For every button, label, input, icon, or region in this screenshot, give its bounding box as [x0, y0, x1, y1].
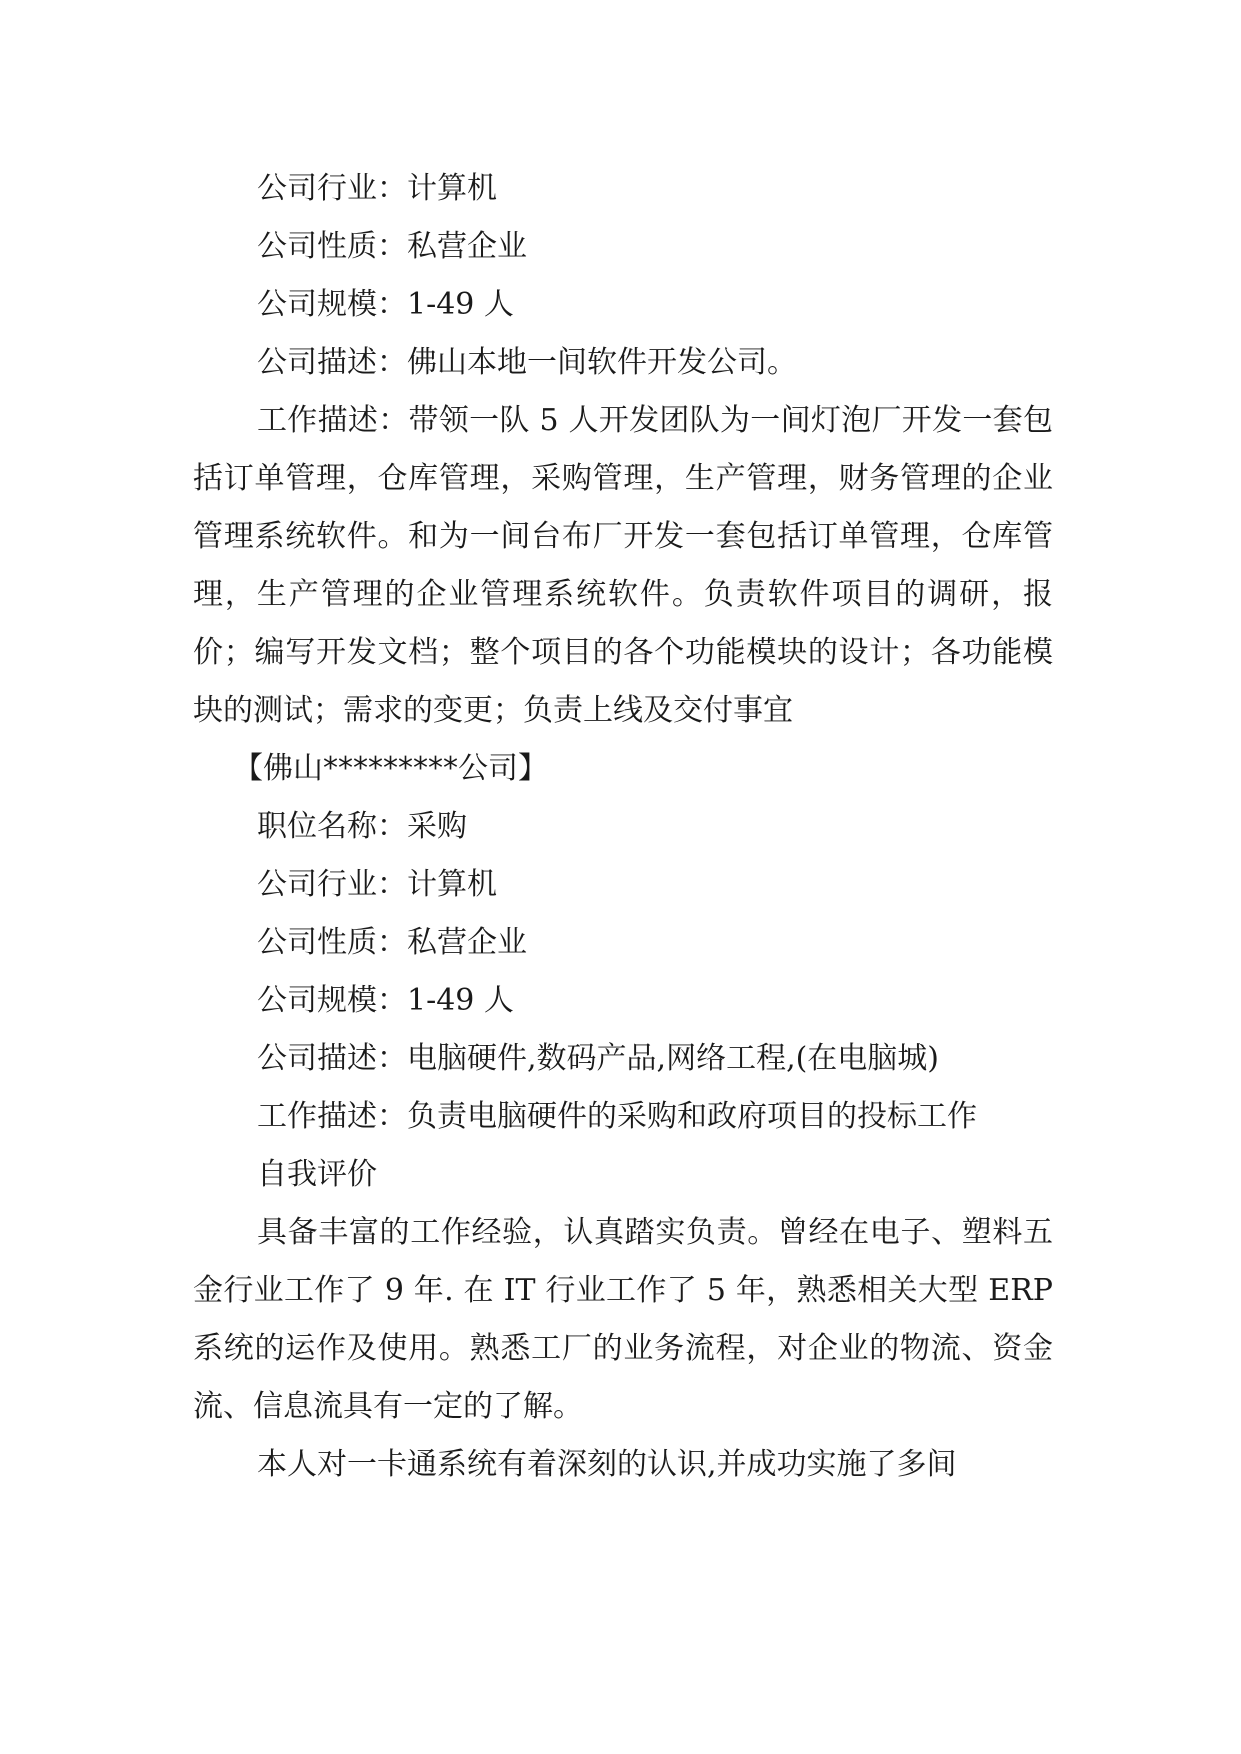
job1-nature: 公司性质：私营企业 [257, 229, 527, 264]
job2-company-description: 公司描述：电脑硬件,数码产品,网络工程,(在电脑城) [257, 1041, 940, 1076]
job1-company-description: 公司描述：佛山本地一间软件开发公司。 [257, 345, 797, 380]
document-body [193, 160, 1053, 1494]
job2-position: 职位名称：采购 [257, 809, 467, 844]
self-evaluation-paragraph-2: 本人对一卡通系统有着深刻的认识,并成功实施了多间 [257, 1447, 957, 1482]
job1-work-description: 工作描述：带领一队 5 人开发团队为一间灯泡厂开发一套包括订单管理，仓库管理，采购管理，生产管理，财务管理的企业管理系统软件。和为一间台布厂开发一套包括订单管理，仓库管理，生产管理的企业管理系统软件。负责软件项目的调研，报价；编写开发文档；整个项目的各个功能模块的设计；各功能模块的测试；需求的变更；负责上线及交付事宜 [193, 403, 1053, 728]
self-evaluation-paragraph-1: 具备丰富的工作经验，认真踏实负责。曾经在电子、塑料五金行业工作了 9 年. 在 IT 行业工作了 5 年，熟悉相关大型 ERP 系统的运作及使用。熟悉工厂的业务流程，对企业的物流、资金流、信息流具有一定的了解。 [193, 1215, 1053, 1424]
job2-nature: 公司性质：私营企业 [257, 925, 527, 960]
self-evaluation-heading: 自我评价 [257, 1157, 377, 1192]
job1-scale: 公司规模：1-49 人 [257, 287, 514, 322]
job2-work-description: 工作描述：负责电脑硬件的采购和政府项目的投标工作 [257, 1099, 977, 1134]
job1-industry: 公司行业：计算机 [257, 171, 497, 206]
job2-company-title: 【佛山*********公司】 [233, 751, 548, 786]
job2-scale: 公司规模：1-49 人 [257, 983, 514, 1018]
job2-industry: 公司行业：计算机 [257, 867, 497, 902]
